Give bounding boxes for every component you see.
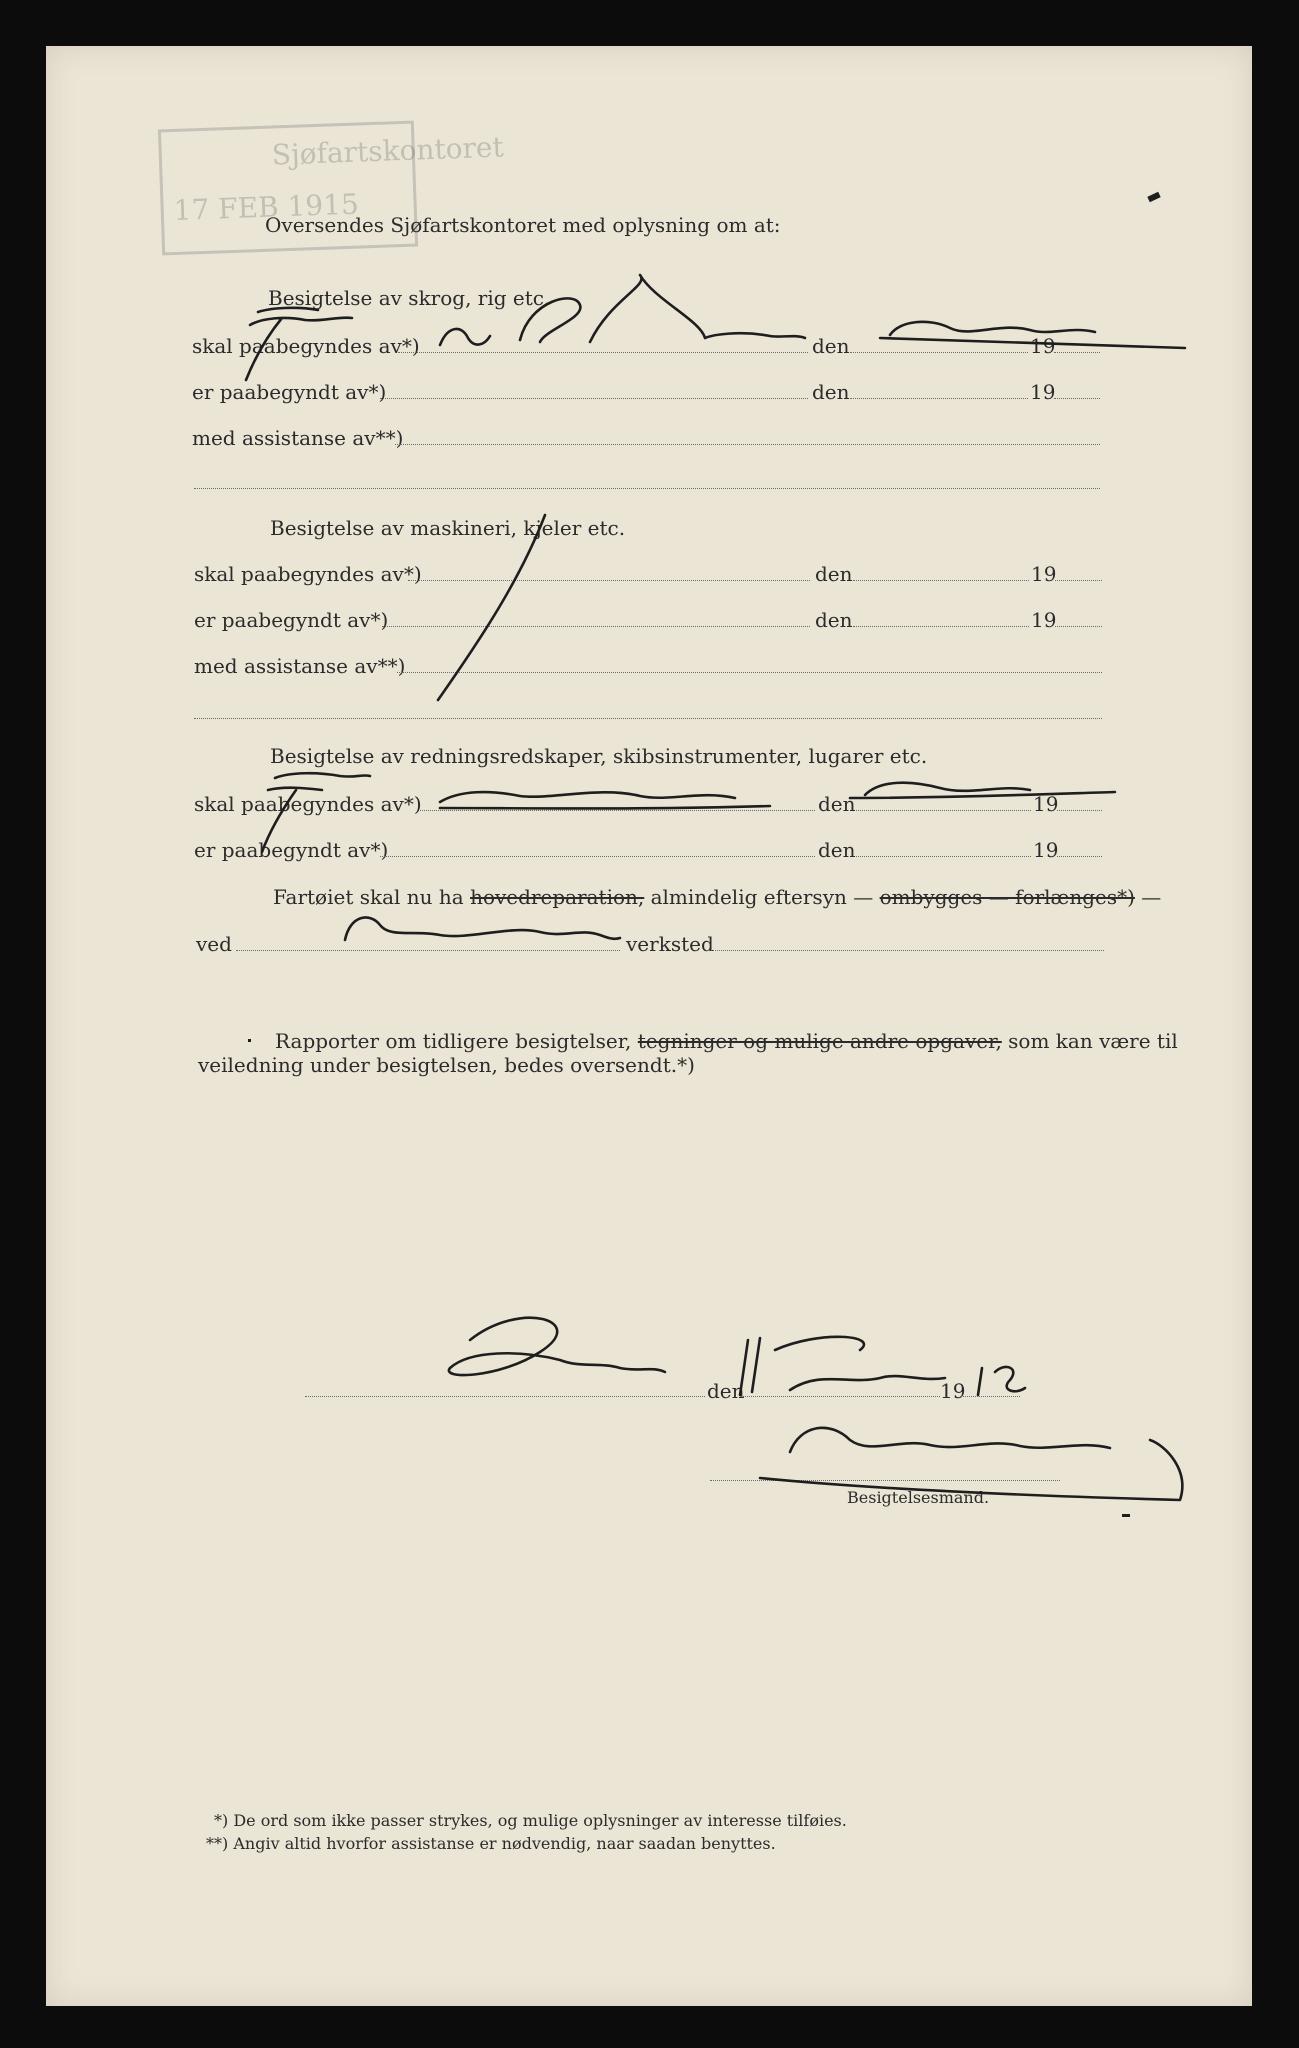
inspector-name-ink [760, 1428, 1182, 1500]
machinery-start-year: 19 [1031, 562, 1057, 586]
reports-start: Rapporter om tidligere besigtelser, [275, 1029, 632, 1053]
repair-dash: — [1141, 885, 1162, 909]
repair-inspection: almindelig eftersyn — [650, 885, 874, 909]
footnote-2-text: Angiv altid hvorfor assistanse er nødvendig, naar saadan benyttes. [233, 1834, 776, 1853]
hull-start-label: skal paabegyndes av*) [192, 334, 420, 358]
hull-by-ink [440, 275, 805, 345]
rescue-date-ink [850, 783, 1115, 798]
machinery-begun-den: den [815, 608, 853, 632]
hull-assist-label: med assistanse av**) [192, 426, 404, 450]
machinery-begun-year: 19 [1031, 608, 1057, 632]
signature-place-ink [449, 1318, 665, 1375]
hull-marker-ink [246, 308, 352, 380]
footnote-1-mark: *) [214, 1811, 229, 1830]
hull-section-title: Besigtelse av skrog, rig etc. [268, 286, 551, 310]
machinery-assist-label: med assistanse av**) [194, 654, 406, 678]
rescue-start-den: den [818, 792, 856, 816]
stamp-text-office: Sjøfartskontoret [271, 130, 505, 172]
rescue-begun-label: er paabegyndt av*) [194, 838, 389, 862]
hull-date-ink [880, 322, 1185, 348]
rescue-begun-year: 19 [1033, 838, 1059, 862]
machinery-begun-label: er paabegyndt av*) [194, 608, 389, 632]
repair-line-start: Fartøiet skal nu ha [273, 885, 464, 909]
footnote-2-mark: **) [206, 1834, 229, 1853]
footnote-1-text: De ord som ikke passer strykes, og mulige oplysninger av interesse tilføies. [233, 1811, 847, 1830]
workshop-verksted: verksted [626, 932, 714, 956]
rescue-start-year: 19 [1033, 792, 1059, 816]
reports-line-2: veiledning under besigtelsen, bedes oversendt.*) [198, 1053, 695, 1077]
hull-begun-den: den [812, 380, 850, 404]
signature-den: den [707, 1379, 745, 1403]
machinery-start-label: skal paabegyndes av*) [194, 562, 422, 586]
hull-start-year: 19 [1030, 334, 1056, 358]
signature-year-prefix: 19 [940, 1379, 966, 1403]
stamp-text-date: 17 FEB 1915 [173, 187, 360, 227]
repair-struck-rebuild: ombygges — forlænges*) [879, 885, 1135, 909]
rescue-begun-den: den [818, 838, 856, 862]
reports-end: som kan være til [1008, 1029, 1178, 1053]
signature-year-ink [978, 1367, 1025, 1395]
rescue-by-ink [440, 792, 770, 808]
hull-begun-year: 19 [1030, 380, 1056, 404]
rescue-marker-ink [262, 773, 370, 852]
rescue-start-label: skal paabegyndes av*) [194, 792, 422, 816]
reports-struck: tegninger og mulige andre opgaver, [637, 1029, 1002, 1053]
hull-begun-label: er paabegyndt av*) [192, 380, 387, 404]
workshop-ved: ved [196, 932, 232, 956]
signature-date-ink [740, 1337, 945, 1395]
workshop-name-ink [345, 917, 620, 940]
rescue-section-title: Besigtelse av redningsredskaper, skibsinstrumenter, lugarer etc. [270, 744, 928, 768]
machinery-start-den: den [815, 562, 853, 586]
machinery-section-title: Besigtelse av maskineri, kjeler etc. [270, 516, 626, 540]
machinery-slash-ink [438, 515, 545, 700]
intro-text: Oversendes Sjøfartskontoret med oplysning om at: [265, 213, 781, 237]
hull-start-den: den [812, 334, 850, 358]
inspector-role-label: Besigtelsesmand. [847, 1488, 990, 1507]
repair-struck-overhaul: hovedreparation, [470, 885, 645, 909]
